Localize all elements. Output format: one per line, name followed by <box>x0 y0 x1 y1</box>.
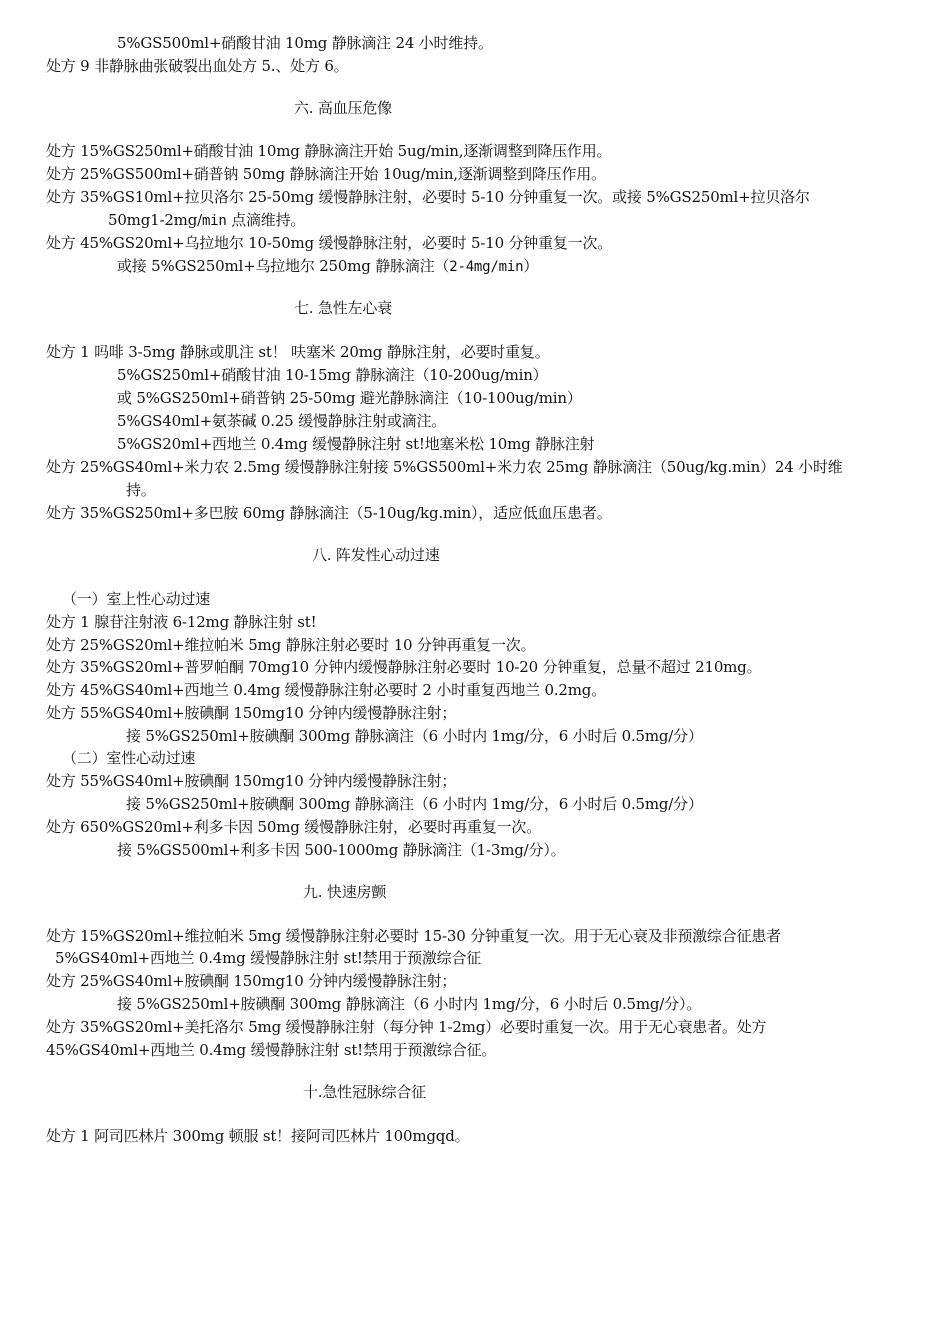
section-heading: 六. 高血压危像 <box>294 99 392 117</box>
text-line: 处方 25%GS40ml+胺碘酮 150mg10 分钟内缓慢静脉注射； <box>46 972 457 990</box>
text-line: 处方 35%GS20ml+普罗帕酮 70mg10 分钟内缓慢静脉注射必要时 10-20 分钟重复，总量不超过 210mg。 <box>46 658 762 676</box>
section-heading: 十.急性冠脉综合征 <box>303 1083 426 1101</box>
text-line <box>108 210 305 231</box>
section-heading: 七. 急性左心衰 <box>294 299 392 317</box>
text-line: 处方 650%GS20ml+利多卡因 50mg 缓慢静脉注射，必要时再重复一次。 <box>46 818 542 836</box>
text-line: 处方 25%GS40ml+米力农 2.5mg 缓慢静脉注射接 5%GS500ml+米力农 25mg 静脉滴注（50ug/kg.min）24 小时维 <box>46 458 843 476</box>
text-line: 接 5%GS500ml+利多卡因 500-1000mg 静脉滴注（1-3mg/分）。 <box>117 841 566 859</box>
text-line: 接 5%GS250ml+胺碘酮 300mg 静脉滴注（6 小时内 1mg/分，6 小时后 0.5mg/分） <box>126 727 703 745</box>
text-line: 处方 25%GS500ml+硝普钠 50mg 静脉滴注开始 10ug/min,逐渐调整到降压作用。 <box>46 165 606 183</box>
text-line: 45%GS40ml+西地兰 0.4mg 缓慢静脉注射 st!禁用于预激综合征。 <box>46 1041 497 1059</box>
text-line: 接 5%GS250ml+胺碘酮 300mg 静脉滴注（6 小时内 1mg/分，6 小时后 0.5mg/分） <box>126 795 703 813</box>
text-line: 5%GS40ml+西地兰 0.4mg 缓慢静脉注射 st!禁用于预激综合征 <box>55 949 482 967</box>
text-line: 处方 45%GS40ml+西地兰 0.4mg 缓慢静脉注射必要时 2 小时重复西地兰 0.2mg。 <box>46 681 606 699</box>
text-line: 处方 35%GS10ml+拉贝洛尔 25-50mg 缓慢静脉注射，必要时 5-10 分钟重复一次。或接 5%GS250ml+拉贝洛尔 <box>46 188 810 206</box>
text-span-mono: 2-4mg/min <box>449 259 524 275</box>
text-line: 处方 15%GS250ml+硝酸甘油 10mg 静脉滴注开始 5ug/min,逐渐调整到降压作用。 <box>46 142 612 160</box>
section-heading: 九. 快速房颤 <box>303 883 387 901</box>
text-line: 处方 45%GS20ml+乌拉地尔 10-50mg 缓慢静脉注射，必要时 5-10 分钟重复一次。 <box>46 234 613 252</box>
text-line: 处方 35%GS20ml+美托洛尔 5mg 缓慢静脉注射（每分钟 1-2mg）必要时重复一次。用于无心衰患者。处方 <box>46 1018 767 1036</box>
text-line: 处方 1 吗啡 3-5mg 静脉或肌注 st！ 呋塞米 20mg 静脉注射，必要时重复。 <box>46 343 550 361</box>
text-line: 5%GS500ml+硝酸甘油 10mg 静脉滴注 24 小时维持。 <box>117 34 493 52</box>
section-heading: 八. 阵发性心动过速 <box>312 546 440 564</box>
text-line: 处方 55%GS40ml+胺碘酮 150mg10 分钟内缓慢静脉注射； <box>46 704 457 722</box>
text-span: 或接 5%GS250ml+乌拉地尔 250mg 静脉滴注（ <box>117 257 450 275</box>
text-line: 处方 15%GS20ml+维拉帕米 5mg 缓慢静脉注射必要时 15-30 分钟重复一次。用于无心衰及非预激综合征患者 <box>46 927 781 945</box>
subsection-heading: （二）室性心动过速 <box>62 749 196 767</box>
text-span-mono: min <box>201 213 227 229</box>
text-line: 5%GS250ml+硝酸甘油 10-15mg 静脉滴注（10-200ug/min） <box>117 366 548 384</box>
text-span: 50mg1-2mg/ <box>108 211 202 229</box>
text-line: 或 5%GS250ml+硝普钠 25-50mg 避光静脉滴注（10-100ug/min） <box>117 389 582 407</box>
text-line <box>117 256 538 277</box>
text-line: 处方 25%GS20ml+维拉帕米 5mg 静脉注射必要时 10 分钟再重复一次。 <box>46 636 536 654</box>
subsection-heading: （一）室上性心动过速 <box>62 590 211 608</box>
text-line: 处方 55%GS40ml+胺碘酮 150mg10 分钟内缓慢静脉注射； <box>46 772 457 790</box>
text-line: 5%GS20ml+西地兰 0.4mg 缓慢静脉注射 st!地塞米松 10mg 静脉注射 <box>117 435 595 453</box>
text-line: 持。 <box>126 481 156 499</box>
text-line: 处方 9 非静脉曲张破裂出血处方 5.、处方 6。 <box>46 57 349 75</box>
text-line: 处方 35%GS250ml+多巴胺 60mg 静脉滴注（5-10ug/kg.min），适应低血压患者。 <box>46 504 612 522</box>
text-span: ） <box>523 257 539 275</box>
text-line: 接 5%GS250ml+胺碘酮 300mg 静脉滴注（6 小时内 1mg/分，6 小时后 0.5mg/分）。 <box>117 995 702 1013</box>
text-line: 处方 1 阿司匹林片 300mg 顿服 st！接阿司匹林片 100mgqd。 <box>46 1127 470 1145</box>
text-line: 处方 1 腺苷注射液 6-12mg 静脉注射 st! <box>46 613 317 631</box>
text-line: 5%GS40ml+氨茶碱 0.25 缓慢静脉注射或滴注。 <box>117 412 447 430</box>
text-span: 点滴维持。 <box>226 211 306 229</box>
